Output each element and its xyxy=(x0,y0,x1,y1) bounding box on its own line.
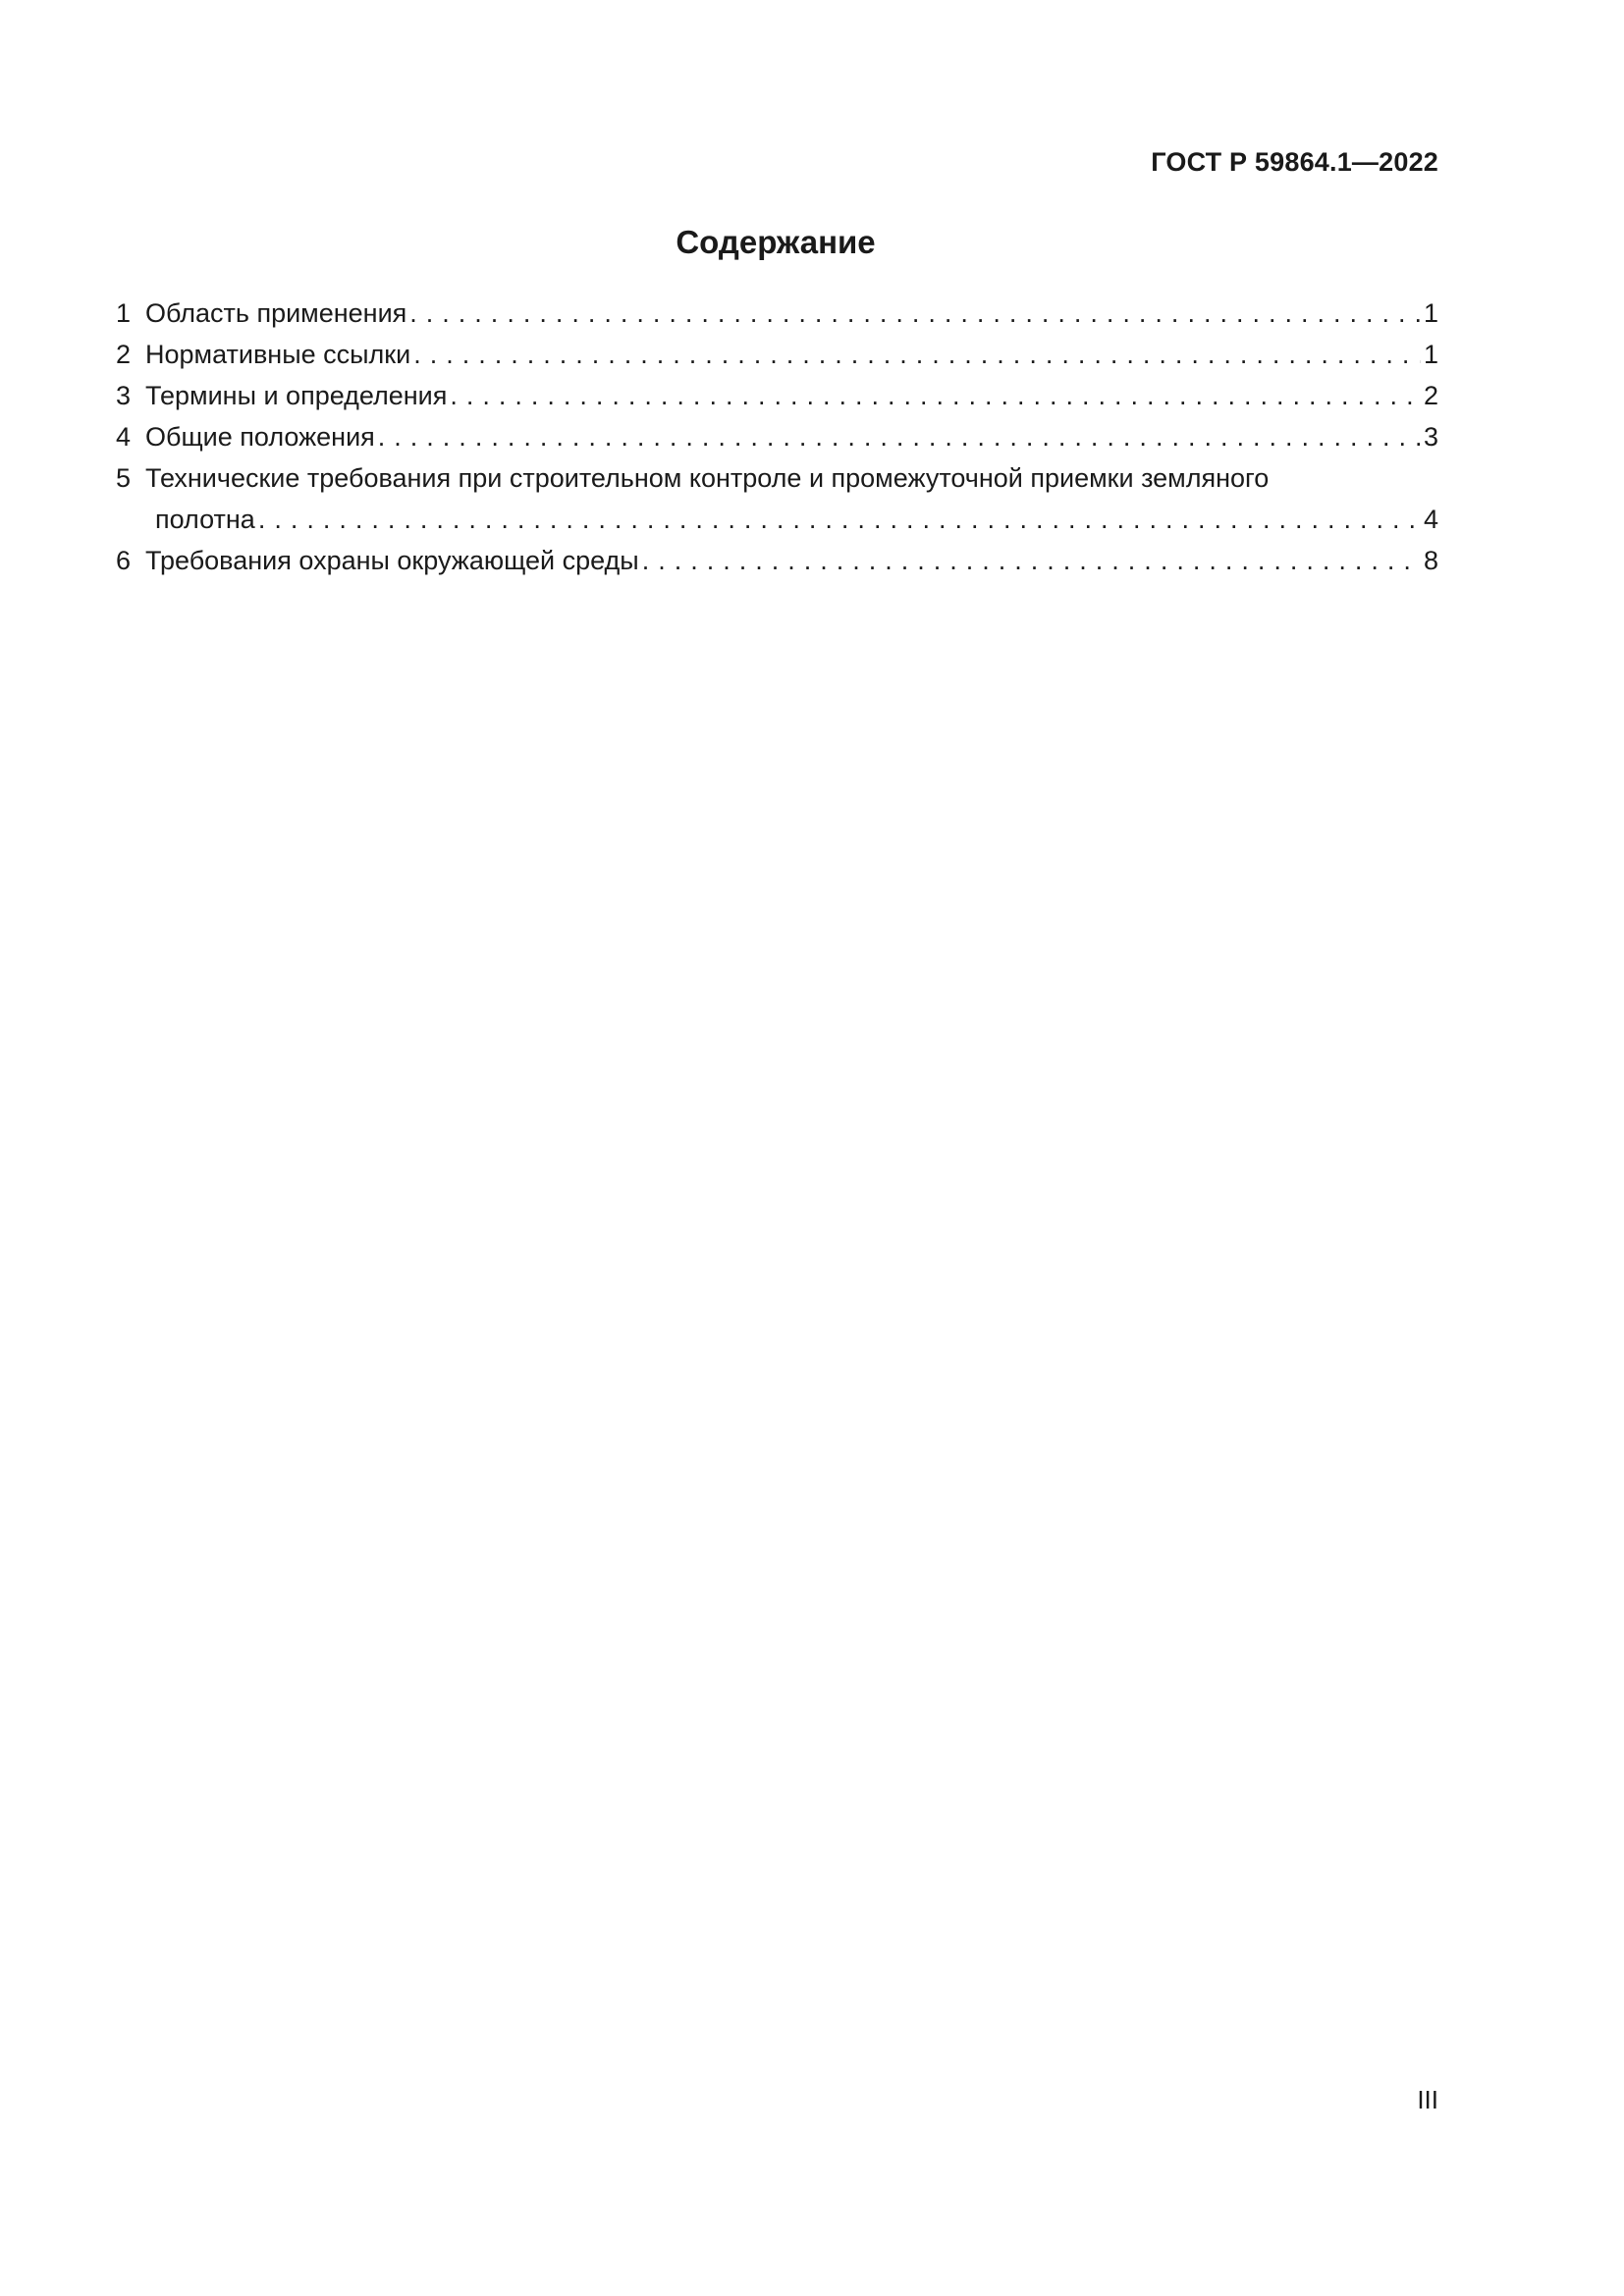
page-number: III xyxy=(1417,2085,1438,2114)
toc-dot-leader xyxy=(642,540,1421,581)
toc-entry-3[interactable] xyxy=(116,375,1438,416)
toc-entry-number: 5 xyxy=(116,463,132,493)
toc-dot-leader xyxy=(413,334,1421,375)
toc-entry-number: 3 xyxy=(116,381,132,410)
toc-entry-text: Требования охраны окружающей среды xyxy=(145,546,639,575)
toc-entry-page: 3 xyxy=(1423,422,1438,452)
toc-entry-text: Термины и определения xyxy=(145,381,448,410)
toc-entry-number: 1 xyxy=(116,298,132,328)
toc-entry-text-continued: полотна xyxy=(155,505,255,534)
toc-entry-page: 2 xyxy=(1423,381,1438,410)
toc-entry-text: Область применения xyxy=(145,298,407,328)
toc-entry-number: 2 xyxy=(116,340,132,369)
toc-entry-number: 4 xyxy=(116,422,132,452)
toc-entry-page: 1 xyxy=(1423,298,1438,328)
toc-entry-line xyxy=(116,457,1438,499)
toc-dot-leader xyxy=(378,416,1421,457)
table-of-contents xyxy=(116,293,1438,581)
toc-entry-page: 8 xyxy=(1423,546,1438,575)
toc-dot-leader xyxy=(409,293,1421,334)
toc-entry-4[interactable] xyxy=(116,416,1438,457)
toc-dot-leader xyxy=(258,499,1421,540)
toc-entry-5[interactable] xyxy=(116,457,1438,540)
toc-entry-page: 1 xyxy=(1423,340,1438,369)
toc-title: Содержание xyxy=(676,224,876,260)
toc-entry-number: 6 xyxy=(116,546,132,575)
toc-entry-text: Общие положения xyxy=(145,422,375,452)
toc-dot-leader xyxy=(450,375,1421,416)
document-code: ГОСТ Р 59864.1—2022 xyxy=(1151,147,1438,177)
toc-entry-2[interactable] xyxy=(116,334,1438,375)
toc-entry-page: 4 xyxy=(1423,505,1438,534)
toc-entry-1[interactable] xyxy=(116,293,1438,334)
toc-entry-line-continued xyxy=(116,499,1438,540)
toc-entry-6[interactable] xyxy=(116,540,1438,581)
toc-entry-text: Технические требования при строительном контроле и промежуточной приемки земляного xyxy=(145,463,1270,493)
toc-entry-text: Нормативные ссылки xyxy=(145,340,411,369)
